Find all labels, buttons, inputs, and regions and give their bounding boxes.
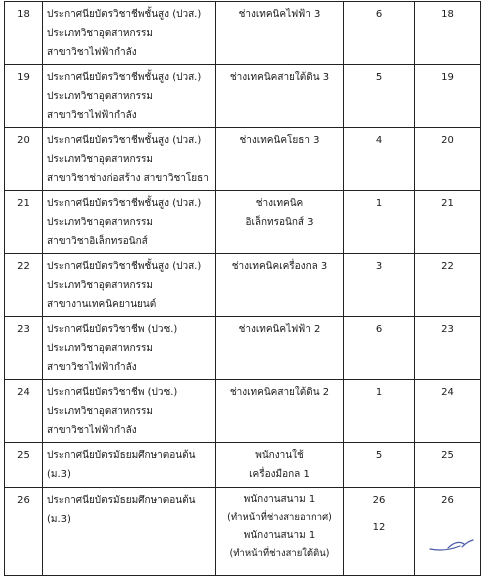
qualification-cell: ประกาศนียบัตรมัธยมศึกษาตอนต้น (ม.3) [43, 488, 216, 576]
positions-table [4, 1, 481, 576]
order-cell: 26 [415, 488, 481, 576]
table-row [5, 488, 481, 576]
qualification-cell: ประกาศนียบัตรวิชาชีพชั้นสูง (ปวส.) ประเภทวิชาอุตสาหกรรม สาขาวิชาไฟฟ้ากำลัง [43, 2, 216, 65]
count-cell: 6 [344, 2, 415, 65]
qualification-cell: ประกาศนียบัตรวิชาชีพชั้นสูง (ปวส.) ประเภทวิชาอุตสาหกรรม สาขาวิชาช่างก่อสร้าง สาขาวิชาโยธา [43, 128, 216, 191]
count-cell: 5 [344, 65, 415, 128]
order-cell: 23 [415, 317, 481, 380]
position-cell: พนักงานสนาม 1 (ทำหน้าที่ช่างสายอากาศ) พนักงานสนาม 1 (ทำหน้าที่ช่างสายใต้ดิน) [216, 488, 344, 576]
row-number: 22 [5, 254, 43, 317]
table-row [5, 65, 481, 128]
position-cell: ช่างเทคนิคโยธา 3 [216, 128, 344, 191]
count-cell: 1 [344, 380, 415, 443]
order-cell: 24 [415, 380, 481, 443]
row-number: 20 [5, 128, 43, 191]
row-number: 26 [5, 488, 43, 576]
table-row [5, 254, 481, 317]
order-cell: 19 [415, 65, 481, 128]
table-row [5, 2, 481, 65]
row-number: 25 [5, 443, 43, 488]
row-number: 18 [5, 2, 43, 65]
qualification-cell: ประกาศนียบัตรวิชาชีพชั้นสูง (ปวส.) ประเภทวิชาอุตสาหกรรม สาขาวิชาอิเล็กทรอนิกส์ [43, 191, 216, 254]
order-cell: 20 [415, 128, 481, 191]
count-cell: 26 12 [344, 488, 415, 576]
qualification-cell: ประกาศนียบัตรวิชาชีพ (ปวช.) ประเภทวิชาอุตสาหกรรม สาขาวิชาไฟฟ้ากำลัง [43, 317, 216, 380]
table-row [5, 317, 481, 380]
count-cell: 3 [344, 254, 415, 317]
position-cell: ช่างเทคนิคสายใต้ดิน 2 [216, 380, 344, 443]
qualification-cell: ประกาศนียบัตรวิชาชีพ (ปวช.) ประเภทวิชาอุตสาหกรรม สาขาวิชาไฟฟ้ากำลัง [43, 380, 216, 443]
row-number: 19 [5, 65, 43, 128]
table-row [5, 128, 481, 191]
table-row [5, 191, 481, 254]
table-row [5, 443, 481, 488]
position-cell: ช่างเทคนิคเครื่องกล 3 [216, 254, 344, 317]
count-cell: 4 [344, 128, 415, 191]
initials-signature [426, 538, 476, 552]
position-cell: ช่างเทคนิคไฟฟ้า 3 [216, 2, 344, 65]
qualification-cell: ประกาศนียบัตรวิชาชีพชั้นสูง (ปวส.) ประเภทวิชาอุตสาหกรรม สาขาวิชาไฟฟ้ากำลัง [43, 65, 216, 128]
order-cell: 22 [415, 254, 481, 317]
position-cell: ช่างเทคนิคสายใต้ดิน 3 [216, 65, 344, 128]
position-cell: พนักงานใช้ เครื่องมือกล 1 [216, 443, 344, 488]
qualification-cell: ประกาศนียบัตรมัธยมศึกษาตอนต้น (ม.3) [43, 443, 216, 488]
order-cell: 21 [415, 191, 481, 254]
count-cell: 6 [344, 317, 415, 380]
table-row [5, 380, 481, 443]
position-cell: ช่างเทคนิค อิเล็กทรอนิกส์ 3 [216, 191, 344, 254]
qualification-cell: ประกาศนียบัตรวิชาชีพชั้นสูง (ปวส.) ประเภทวิชาอุตสาหกรรม สาขางานเทคนิคยานยนต์ [43, 254, 216, 317]
position-cell: ช่างเทคนิคไฟฟ้า 2 [216, 317, 344, 380]
order-cell: 25 [415, 443, 481, 488]
count-cell: 5 [344, 443, 415, 488]
row-number: 24 [5, 380, 43, 443]
order-cell: 18 [415, 2, 481, 65]
row-number: 21 [5, 191, 43, 254]
row-number: 23 [5, 317, 43, 380]
count-cell: 1 [344, 191, 415, 254]
